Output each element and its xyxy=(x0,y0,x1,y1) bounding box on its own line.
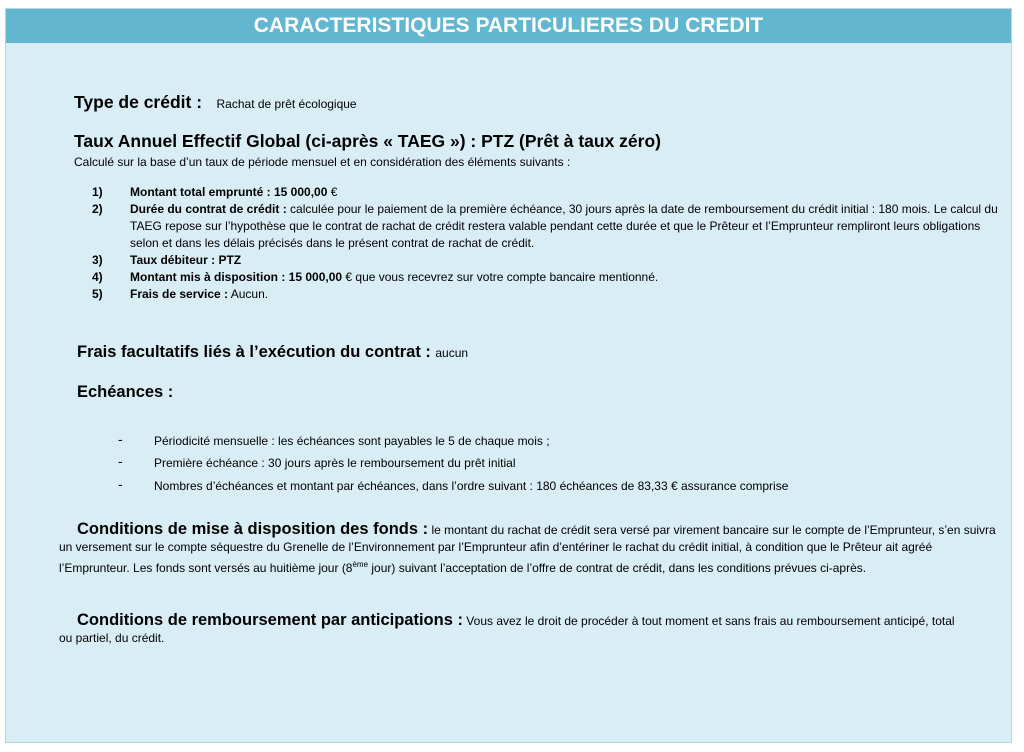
list-item-number: 4) xyxy=(92,270,103,284)
list-item-label: Durée du contrat de crédit : xyxy=(130,202,287,216)
frais-row xyxy=(77,343,468,362)
conditions-remb-label: Conditions de remboursement par anticipations : xyxy=(77,611,463,629)
list-item xyxy=(92,201,998,252)
bullet-dash: - xyxy=(118,476,123,492)
echeances-heading: Echéances : xyxy=(77,383,174,401)
conditions-mise-label: Conditions de mise à disposition des fonds : xyxy=(77,520,429,538)
page-title: CARACTERISTIQUES PARTICULIERES DU CREDIT xyxy=(6,9,1011,43)
list-item-label: Taux débiteur : PTZ xyxy=(130,253,242,267)
list-item-label: Montant mis à disposition : 15 000,00 xyxy=(130,270,343,284)
elements-list xyxy=(92,184,998,303)
bullet-dash: - xyxy=(118,453,123,469)
taeg-heading: Taux Annuel Effectif Global (ci-après « TAEG ») : PTZ (Prêt à taux zéro) xyxy=(74,131,661,151)
list-item-text: calculée pour le paiement de la première échéance, 30 jours après la date de remboursement du crédit initial : 180 mois. Le calcul du TAEG repose sur l’hypothèse que le contrat de rachat de crédit restera valable pendant cette durée et que le Prêteur et l’Emprunteur rempliront leurs obligations selon et dans les délais précisés dans le présent contrat de rachat de crédit. xyxy=(130,202,998,250)
list-item-number: 2) xyxy=(92,202,103,216)
type-credit-row xyxy=(74,92,357,113)
echeance-text: Périodicité mensuelle : les échéances sont payables le 5 de chaque mois ; xyxy=(154,434,550,448)
list-item-text: € que vous recevrez sur votre compte bancaire mentionné. xyxy=(342,270,659,284)
frais-label: Frais facultatifs liés à l’exécution du contrat : xyxy=(77,343,431,361)
type-credit-label: Type de crédit : xyxy=(74,92,203,112)
frais-value: aucun xyxy=(435,346,469,360)
bullet-dash: - xyxy=(118,431,123,447)
list-item-text: Aucun. xyxy=(228,287,269,301)
echeance-text: Première échéance : 30 jours après le remboursement du prêt initial xyxy=(154,456,516,470)
list-item-number: 5) xyxy=(92,287,103,301)
list-item-number: 1) xyxy=(92,185,103,199)
type-credit-value: Rachat de prêt écologique xyxy=(216,97,357,111)
conditions-mise-text: le montant du rachat de crédit sera versé par virement bancaire sur le compte de l’Emprunteur, s’en suivra un versement sur le compte séquestre du Grenelle de l’Environnement par l’Emprunteur afin d’entériner le rachat du crédit initial, à condition que le Prêteur ait agréé l’Emprunteur. Les fonds sont versés au huitième jour (8 xyxy=(59,523,996,575)
list-item xyxy=(92,184,998,201)
list-item xyxy=(92,252,998,269)
echeance-text: Nombres d’échéances et montant par échéances, dans l’ordre suivant : 180 échéances de 83,33 € assurance comprise xyxy=(154,479,789,493)
list-item-label: Frais de service : xyxy=(130,287,229,301)
list-item xyxy=(92,286,998,303)
conditions-remb-paragraph xyxy=(59,612,959,647)
list-item-number: 3) xyxy=(92,253,103,267)
conditions-remb-text: Vous avez le droit de procéder à tout moment et sans frais au remboursement anticipé, total ou partiel, du crédit. xyxy=(59,614,955,645)
conditions-mise-paragraph xyxy=(59,521,1001,577)
list-item xyxy=(92,269,998,286)
list-item-label: Montant total emprunté : 15 000,00 xyxy=(130,185,328,199)
conditions-mise-sup: ème xyxy=(352,560,369,569)
list-item-text: € xyxy=(327,185,338,199)
conditions-mise-text-after: jour) suivant l’acceptation de l’offre de contrat de crédit, dans les conditions prévues ci-après. xyxy=(368,561,867,575)
taeg-intro: Calculé sur la base d’un taux de période mensuel et en considération des éléments suivants : xyxy=(74,155,571,169)
